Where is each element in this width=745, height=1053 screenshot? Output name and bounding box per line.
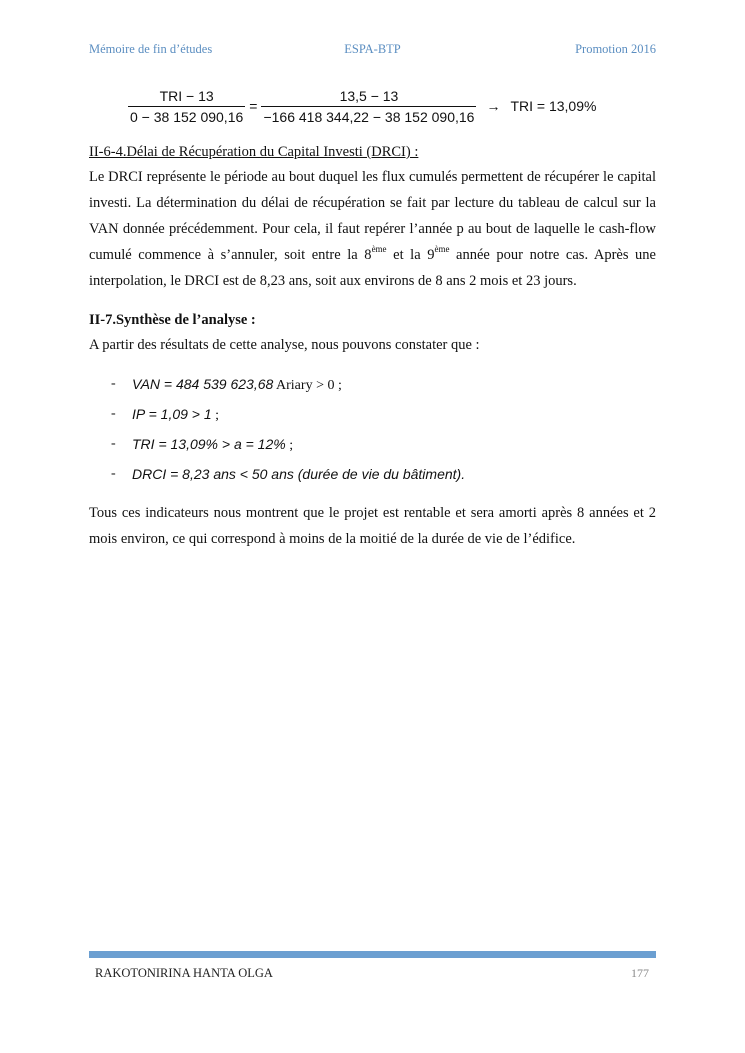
indicator-ip-rest: ; [211, 408, 220, 423]
equals-sign: = [249, 98, 258, 114]
paragraph-drci [89, 164, 656, 294]
fraction-right-numerator: 13,5 − 13 [339, 87, 399, 104]
fraction-right [261, 86, 476, 127]
list-item [89, 430, 656, 460]
superscript-eme-2: ème [434, 244, 450, 254]
indicator-van-rest: Ariary > 0 ; [273, 378, 342, 393]
drci-text-part2: et la 9 [386, 247, 435, 263]
header-center-text: ESPA-BTP [344, 42, 401, 56]
subsection-title-drci: II-6-4.Délai de Récupération du Capital Investi (DRCI) : [89, 144, 419, 160]
drci-text-part3: année pour notre cas. Après une interpolation, le DRCI est de 8,23 ans, soit aux environs de 8 ans 2 mois et 23 jours. [89, 247, 656, 289]
fraction-left-denominator: 0 − 38 152 090,16 [128, 106, 245, 127]
paragraph-intro: A partir des résultats de cette analyse, nous pouvons constater que : [89, 337, 480, 353]
footer-bar [89, 951, 656, 958]
page-header [89, 42, 656, 60]
footer-author: RAKOTONIRINA HANTA OLGA [95, 966, 273, 980]
list-dash: - [111, 376, 116, 391]
list-dash: - [111, 406, 116, 421]
list-item [89, 460, 656, 488]
list-item [89, 370, 656, 400]
section-title-synthese: II-7.Synthèse de l’analyse : [89, 312, 256, 328]
page-number: 177 [631, 966, 649, 980]
indicator-ip: IP = 1,09 > 1 [132, 406, 212, 422]
indicator-tri: TRI = 13,09% > a = 12% [132, 436, 286, 452]
indicator-van: VAN = 484 539 623,68 [132, 376, 274, 392]
list-item [89, 400, 656, 430]
fraction-left [128, 86, 245, 127]
page-content [89, 140, 656, 552]
fraction-right-denominator: −166 418 344,22 − 38 152 090,16 [261, 106, 476, 127]
superscript-eme-1: ème [371, 244, 387, 254]
indicator-tri-rest: ; [285, 438, 294, 453]
tri-equation [128, 84, 596, 128]
list-dash: - [111, 436, 116, 451]
indicator-drci: DRCI = 8,23 ans < 50 ans (durée de vie du bâtiment). [132, 466, 466, 482]
arrow-icon: → [486, 98, 501, 114]
indicator-list [89, 370, 656, 488]
header-right-text: Promotion 2016 [575, 42, 656, 56]
fraction-left-numerator: TRI − 13 [159, 87, 214, 104]
paragraph-conclusion: Tous ces indicateurs nous montrent que le projet est rentable et sera amorti après 8 années et 2 mois environ, ce qui correspond à moins de la moitié de la durée de vie de l’édifice. [89, 505, 656, 547]
list-dash: - [111, 466, 116, 481]
equation-result: TRI = 13,09% [510, 98, 597, 114]
drci-text-part1: Le DRCI représente le période au bout duquel les flux cumulés permettent de récupérer le capital investi. La détermination du délai de récupération se fait par lecture du tableau de calcul sur la VAN donnée précédemment. Pour cela, il faut repérer l’année p au bout de laquelle le cash-flow cumulé commence à s’annuler, soit entre la 8 [89, 169, 656, 263]
header-left-text: Mémoire de fin d’études [89, 42, 213, 56]
